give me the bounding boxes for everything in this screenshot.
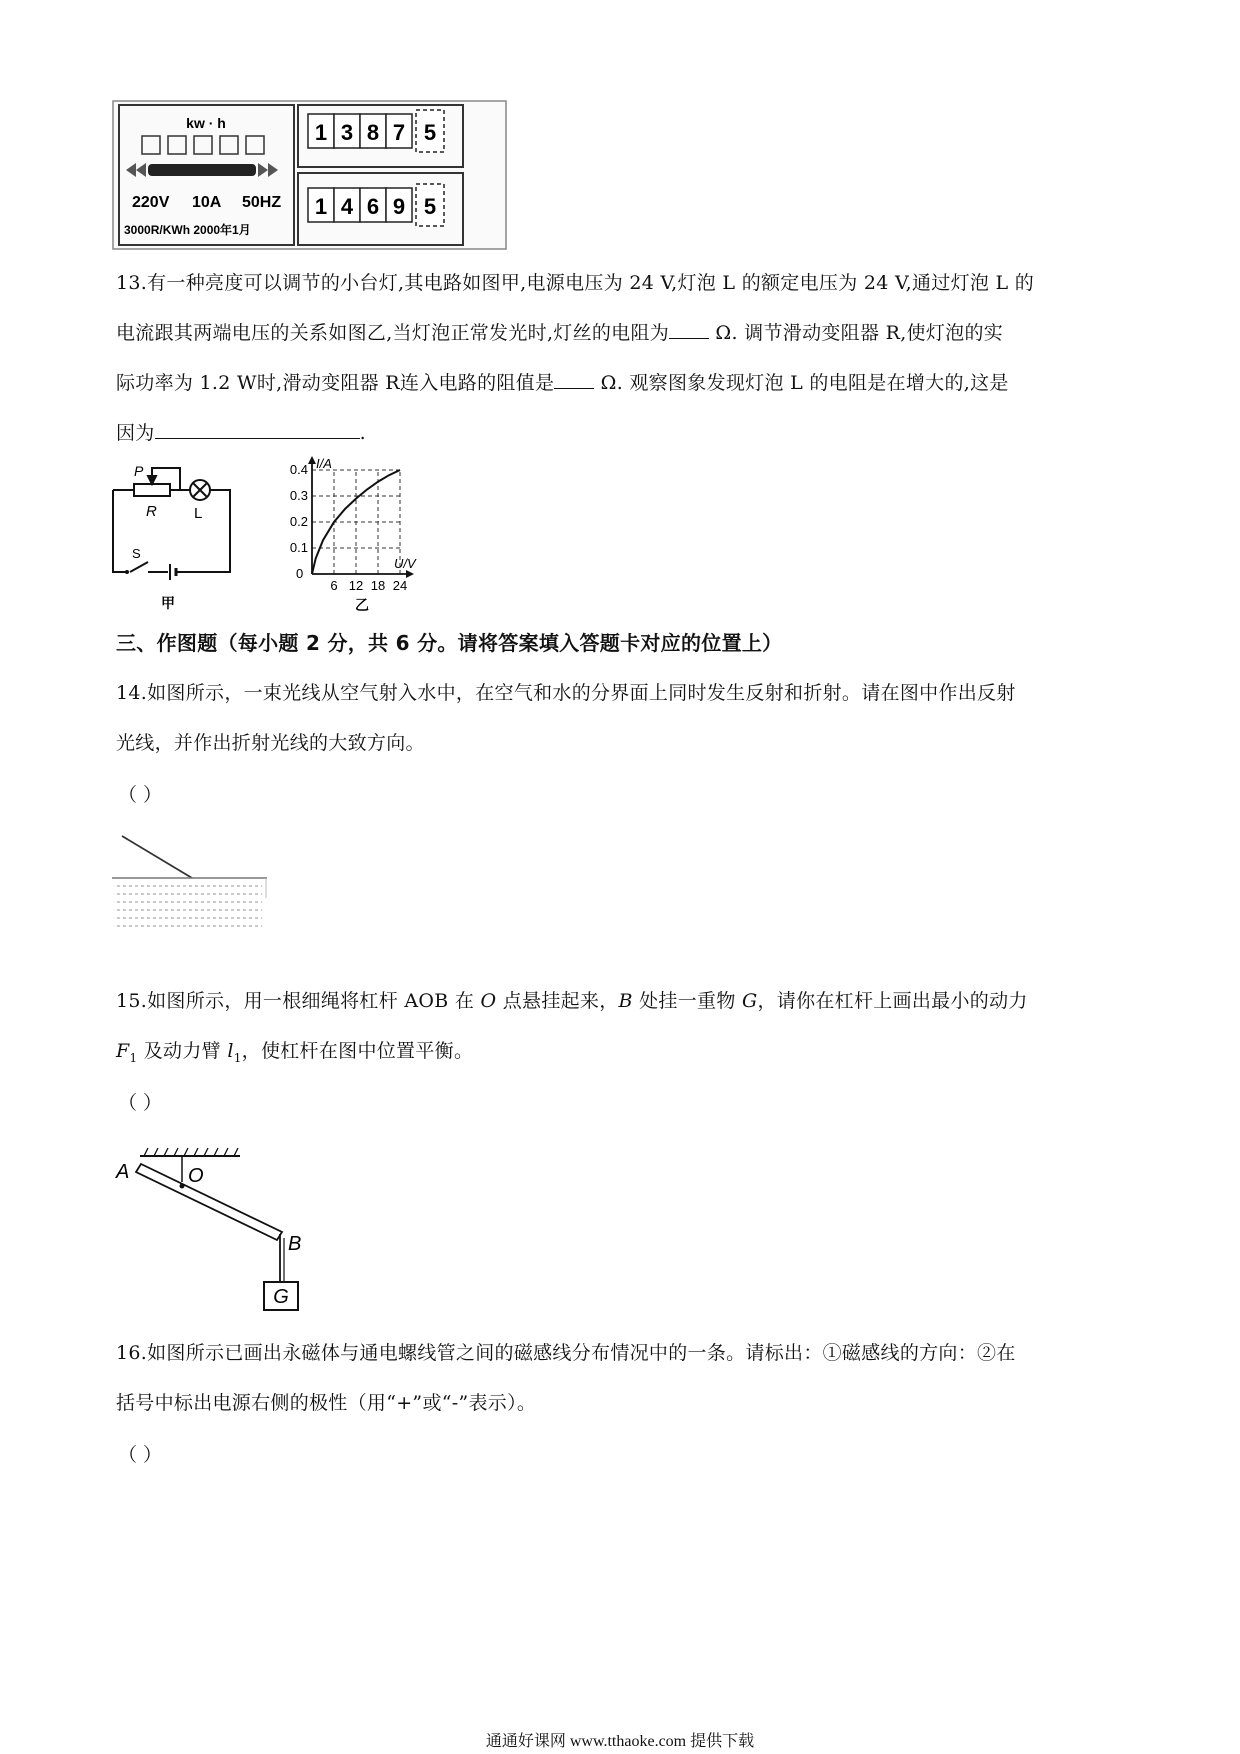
chart-y-tick-label: 0.4	[289, 462, 308, 477]
q16-line-2: 括号中标出电源右侧的极性（用“+”或“-”表示）。	[116, 1392, 537, 1414]
meter-spec-current: 10A	[192, 194, 222, 211]
lever-label-g: G	[273, 1286, 289, 1308]
chart-y-tick-label: 0.3	[289, 488, 308, 503]
q15-var-l: l	[227, 1040, 234, 1062]
chart-grid	[312, 470, 400, 574]
q15-var-b: B	[618, 990, 633, 1012]
q13-line-4-period: .	[359, 422, 366, 444]
q15-text: 及动力臂	[137, 1040, 228, 1062]
q13-line-1: 13.有一种亮度可以调节的小台灯,其电路如图甲,电源电压为 24 V,灯泡 L 的额定电压为 24 V,通过灯泡 L 的	[116, 272, 1035, 294]
q13-line-4	[116, 420, 366, 446]
q15-answer-paren: （ ）	[118, 1092, 163, 1114]
q16-line-1: 16.如图所示已画出永磁体与通电螺线管之间的磁感线分布情况中的一条。请标出：①磁感线的方向：②在	[116, 1342, 1016, 1364]
meter-unit: kw · h	[186, 115, 226, 131]
q13-line-4-text: 因为	[116, 422, 155, 444]
q13-line-3	[116, 370, 1009, 396]
reading2-digit: 9	[392, 194, 406, 219]
q15-line-2	[116, 1038, 473, 1071]
q13-line-3-text: 际功率为 1.2 W时,滑动变阻器 R连入电路的阻值是	[116, 372, 555, 394]
q15-sub: 1	[129, 1050, 138, 1065]
circuit-label-l: L	[194, 505, 203, 522]
reading2-digit: 6	[366, 194, 380, 219]
chart-origin-label: 0	[296, 566, 304, 581]
q15-text: 15.如图所示，用一根细绳将杠杆 AOB 在	[116, 990, 481, 1012]
iu-chart	[282, 452, 442, 617]
q15-text: ，请你在杠杆上画出最小的动力	[757, 990, 1028, 1012]
q13-line-2-text-b: Ω. 调节滑动变阻器 R,使灯泡的实	[709, 322, 1004, 344]
q14-line-2: 光线，并作出折射光线的大致方向。	[116, 732, 425, 754]
lever-label-a: A	[116, 1161, 130, 1183]
circuit-label-s: S	[132, 546, 141, 561]
reading1-digit: 1	[314, 120, 328, 145]
reading1-digit: 5	[423, 120, 437, 145]
reading1-digit: 3	[340, 120, 354, 145]
circuit-diagram	[108, 462, 238, 612]
q16-answer-paren: （ ）	[118, 1444, 163, 1466]
electricity-meter-figure	[112, 100, 507, 250]
q14-line-1: 14.如图所示，一束光线从空气射入水中，在空气和水的分界面上同时发生反射和折射。请在图中作出反射	[116, 682, 1016, 704]
light-refraction-figure	[112, 828, 272, 943]
answer-blank	[669, 320, 709, 339]
circuit-label-p: P	[134, 463, 144, 479]
q14-answer-paren: （ ）	[118, 784, 163, 806]
lever-label-b: B	[288, 1233, 302, 1255]
q15-text: 处挂一重物	[632, 990, 742, 1012]
chart-x-label: U/V	[394, 556, 416, 571]
page-footer: 通通好课网 www.tthaoke.com 提供下载	[485, 1733, 755, 1750]
circuit-label-r: R	[146, 503, 157, 520]
reading2-digit: 1	[314, 194, 328, 219]
chart-x-tick-label: 18	[370, 578, 386, 593]
lever-figure	[112, 1142, 332, 1312]
chart-x-tick-label: 6	[330, 578, 338, 593]
answer-blank	[155, 420, 360, 439]
q15-var-g: G	[741, 990, 758, 1012]
q15-var-f: F	[116, 1040, 130, 1062]
meter-reading-1	[308, 110, 444, 152]
lever-label-o: O	[188, 1165, 204, 1187]
reading1-digit: 8	[366, 120, 380, 145]
q15-var-o: O	[480, 990, 497, 1012]
q15-line-1	[116, 988, 1028, 1014]
chart-y-tick-label: 0.2	[289, 514, 308, 529]
reading2-digit: 4	[340, 194, 354, 219]
meter-spec-voltage: 220V	[132, 194, 170, 211]
chart-y-label: I/A	[316, 456, 332, 471]
chart-y-tick-label: 0.1	[289, 540, 308, 555]
q13-line-2	[116, 320, 1003, 346]
meter-spec-frequency: 50HZ	[242, 194, 282, 211]
meter-reading-2	[308, 184, 444, 226]
reading1-digit: 7	[392, 120, 406, 145]
meter-footnote: 3000R/KWh 2000年1月	[124, 223, 251, 237]
section-3-heading: 三、作图题（每小题 2 分，共 6 分。请将答案填入答题卡对应的位置上）	[116, 631, 783, 655]
answer-blank	[554, 370, 594, 389]
circuit-caption: 甲	[161, 595, 175, 611]
q13-line-3-text-b: Ω. 观察图象发现灯泡 L 的电阻是在增大的,这是	[594, 372, 1009, 394]
chart-caption: 乙	[355, 597, 369, 613]
q15-text: 点悬挂起来，	[496, 990, 619, 1012]
reading2-digit: 5	[423, 194, 437, 219]
q15-text: ，使杠杆在图中位置平衡。	[241, 1040, 474, 1062]
q15-sub: 1	[233, 1050, 242, 1065]
chart-x-tick-label: 12	[348, 578, 364, 593]
q13-line-2-text: 电流跟其两端电压的关系如图乙,当灯泡正常发光时,灯丝的电阻为	[116, 322, 670, 344]
chart-x-tick-label: 24	[392, 578, 408, 593]
